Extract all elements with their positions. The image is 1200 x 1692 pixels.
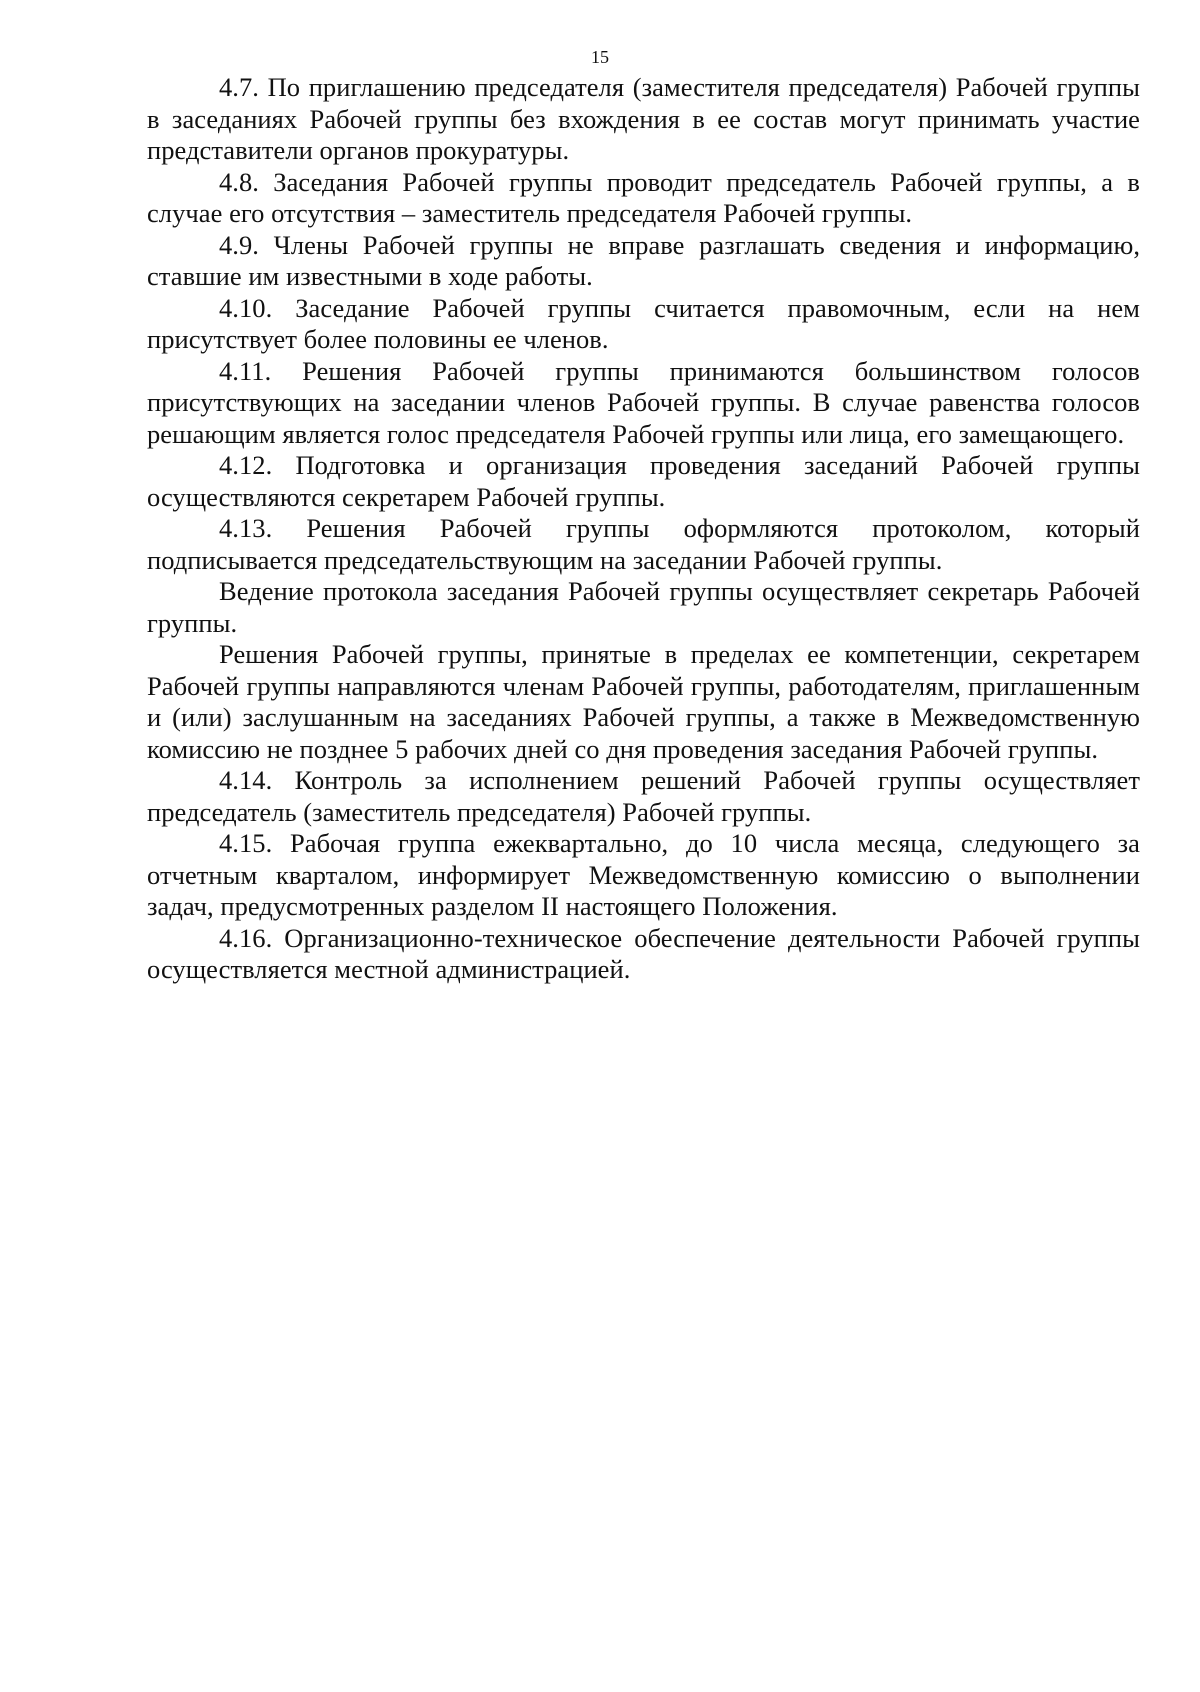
- paragraph-4-12: 4.12. Подготовка и организация проведения заседаний Рабочей группы осуществляются секретарем Рабочей группы.: [147, 450, 1140, 512]
- paragraph-4-8: 4.8. Заседания Рабочей группы проводит председатель Рабочей группы, а в случае его отсутствия – заместитель председателя Рабочей группы.: [147, 166, 1140, 228]
- paragraph-4-9: 4.9. Члены Рабочей группы не вправе разглашать сведения и информацию, ставшие им известными в ходе работы.: [147, 229, 1140, 291]
- paragraph-4-16: 4.16. Организационно-техническое обеспечение деятельности Рабочей группы осуществляется местной администрацией.: [147, 922, 1140, 984]
- paragraph-4-10: 4.10. Заседание Рабочей группы считается правомочным, если на нем присутствует более половины ее членов.: [147, 292, 1140, 354]
- paragraph-4-15: 4.15. Рабочая группа ежеквартально, до 10 числа месяца, следующего за отчетным кварталом, информирует Межведомственную комиссию о выполнении задач, предусмотренных разделом II настоящего Положения.: [147, 828, 1140, 921]
- paragraph-protocol-keeping: Ведение протокола заседания Рабочей группы осуществляет секретарь Рабочей группы.: [147, 576, 1140, 638]
- paragraph-4-11: 4.11. Решения Рабочей группы принимаются большинством голосов присутствующих на заседании членов Рабочей группы. В случае равенства голосов решающим является голос председателя Рабочей группы или лица, его замещающего.: [147, 355, 1140, 449]
- paragraph-4-13: 4.13. Решения Рабочей группы оформляются протоколом, который подписывается председательствующим на заседании Рабочей группы.: [147, 513, 1140, 575]
- paragraph-4-7: 4.7. По приглашению председателя (заместителя председателя) Рабочей группы в заседаниях Рабочей группы без вхождения в ее состав могут принимать участие представители органов прокуратуры.: [147, 72, 1140, 165]
- paragraph-4-14: 4.14. Контроль за исполнением решений Рабочей группы осуществляет председатель (заместитель председателя) Рабочей группы.: [147, 765, 1140, 827]
- document-body: [147, 72, 1140, 986]
- paragraph-decisions-distribution: Решения Рабочей группы, принятые в пределах ее компетенции, секретарем Рабочей группы направляются членам Рабочей группы, работодателям, приглашенным и (или) заслушанным на заседаниях Рабочей группы, а также в Межведомственную комиссию не позднее 5 рабочих дней со дня проведения заседания Рабочей группы.: [147, 639, 1140, 764]
- page-number: 15: [591, 47, 609, 67]
